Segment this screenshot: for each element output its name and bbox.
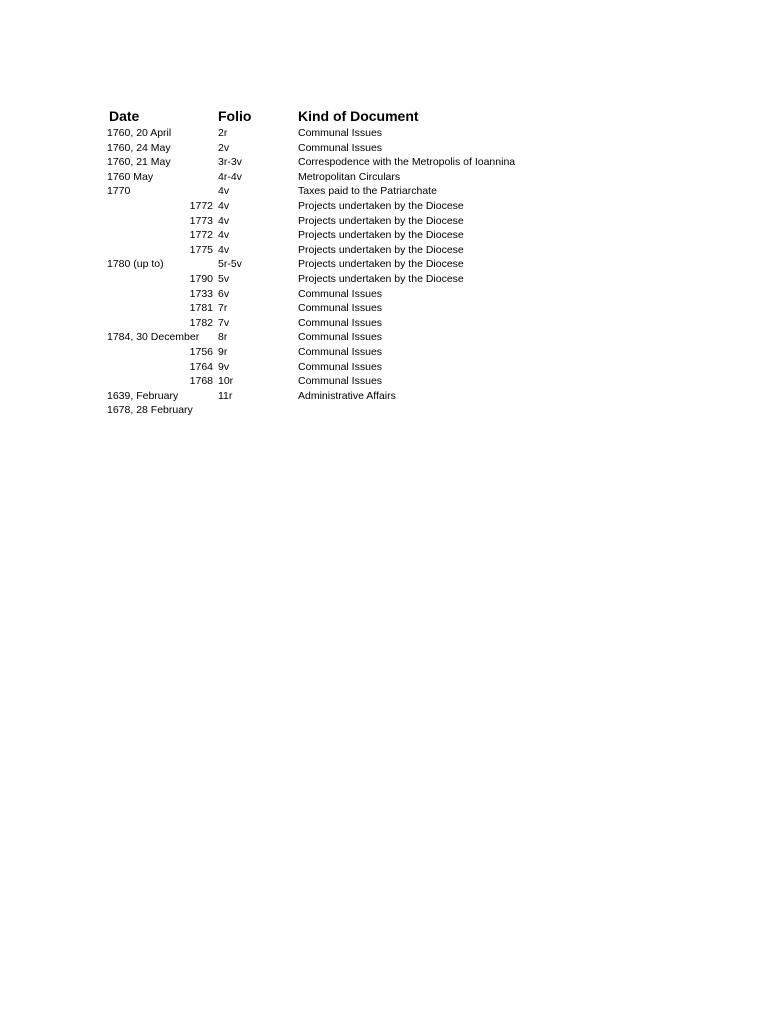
- cell-folio: 4v: [218, 199, 230, 212]
- cell-kind-of-document: Communal Issues: [298, 127, 383, 139]
- cell-kind-of-document: Projects undertaken by the Diocese: [298, 243, 464, 256]
- cell-folio: 3r-3v: [218, 156, 242, 169]
- cell-date: 1790: [189, 272, 213, 285]
- cell-folio: 8r: [218, 331, 228, 344]
- table-row: [107, 155, 567, 170]
- cell-kind-of-document: Taxes paid to the Patriarchate: [298, 185, 437, 198]
- cell-date: 1760, 24 May: [107, 141, 171, 154]
- cell-date: 1760, 21 May: [107, 156, 171, 169]
- cell-date: 1768: [189, 375, 213, 388]
- cell-kind-of-document: Projects undertaken by the Diocese: [298, 199, 464, 212]
- cell-date: 1772: [189, 199, 213, 212]
- table-row: [107, 345, 567, 360]
- cell-date: 1639, February: [107, 389, 179, 402]
- cell-date: 1764: [189, 360, 213, 373]
- table-row: [107, 199, 567, 214]
- cell-date: 1781: [189, 302, 213, 315]
- cell-folio: 11r: [218, 389, 233, 402]
- table-row: [107, 374, 567, 389]
- cell-kind-of-document: Communal Issues: [298, 360, 383, 373]
- cell-date: 1760 May: [107, 170, 154, 183]
- cell-kind-of-document: Administrative Affairs: [298, 389, 396, 402]
- cell-folio: 4v: [218, 229, 230, 242]
- cell-folio: 9r: [218, 345, 228, 358]
- cell-folio: 4v: [218, 243, 230, 256]
- cell-folio: 7r: [218, 302, 228, 315]
- header-date: Date: [109, 108, 140, 124]
- table-row: [107, 141, 567, 156]
- cell-kind-of-document: Communal Issues: [298, 302, 383, 315]
- table-row: [107, 389, 567, 404]
- cell-date: 1760, 20 April: [107, 127, 172, 139]
- cell-folio: 4v: [218, 214, 230, 227]
- cell-date: 1773: [189, 214, 213, 227]
- cell-kind-of-document: Projects undertaken by the Diocese: [298, 229, 464, 242]
- table-row: [107, 301, 567, 316]
- table-row: [107, 272, 567, 287]
- cell-folio: 10r: [218, 375, 234, 388]
- table-row: [107, 330, 567, 345]
- table-row: [107, 170, 567, 185]
- table-body: [107, 126, 567, 418]
- spreadsheet-table: [107, 108, 567, 418]
- cell-kind-of-document: Communal Issues: [298, 375, 383, 388]
- table-row: [107, 243, 567, 258]
- table-row: [107, 316, 567, 331]
- cell-folio: 5v: [218, 272, 230, 285]
- cell-kind-of-document: Correspodence with the Metropolis of Ioannina: [298, 156, 516, 169]
- cell-kind-of-document: Communal Issues: [298, 345, 383, 358]
- header-folio: Folio: [218, 108, 252, 124]
- cell-date: 1678, 28 February: [107, 404, 193, 417]
- cell-kind-of-document: Communal Issues: [298, 316, 383, 329]
- cell-kind-of-document: Projects undertaken by the Diocese: [298, 272, 464, 285]
- table-row: [107, 126, 567, 141]
- cell-date: 1784, 30 December: [107, 331, 200, 344]
- cell-kind-of-document: Communal Issues: [298, 141, 383, 154]
- cell-folio: 4v: [218, 185, 230, 198]
- cell-kind-of-document: Communal Issues: [298, 331, 383, 344]
- cell-folio: 9v: [218, 360, 230, 373]
- header-kind-of-document: Kind of Document: [298, 108, 419, 124]
- cell-date: 1775: [189, 243, 213, 256]
- table-row: [107, 287, 567, 302]
- table-row: [107, 214, 567, 229]
- table-row: [107, 257, 567, 272]
- table-row: [107, 184, 567, 199]
- cell-folio: 6v: [218, 287, 230, 300]
- table-row: [107, 403, 567, 418]
- cell-folio: 7v: [218, 316, 230, 329]
- cell-kind-of-document: Projects undertaken by the Diocese: [298, 214, 464, 227]
- cell-date: 1780 (up to): [107, 258, 164, 271]
- cell-kind-of-document: Projects undertaken by the Diocese: [298, 258, 464, 271]
- cell-date: 1733: [189, 287, 213, 300]
- cell-kind-of-document: Communal Issues: [298, 287, 383, 300]
- cell-date: 1770: [107, 185, 131, 198]
- table-row: [107, 228, 567, 243]
- cell-folio: 5r-5v: [218, 258, 242, 271]
- cell-date: 1756: [189, 345, 213, 358]
- cell-kind-of-document: Metropolitan Circulars: [298, 170, 401, 183]
- header-row: [107, 108, 567, 126]
- cell-folio: 4r-4v: [218, 170, 242, 183]
- table-row: [107, 360, 567, 375]
- cell-date: 1782: [189, 316, 213, 329]
- cell-folio: 2r: [218, 127, 228, 139]
- cell-date: 1772: [189, 229, 213, 242]
- cell-folio: 2v: [218, 141, 230, 154]
